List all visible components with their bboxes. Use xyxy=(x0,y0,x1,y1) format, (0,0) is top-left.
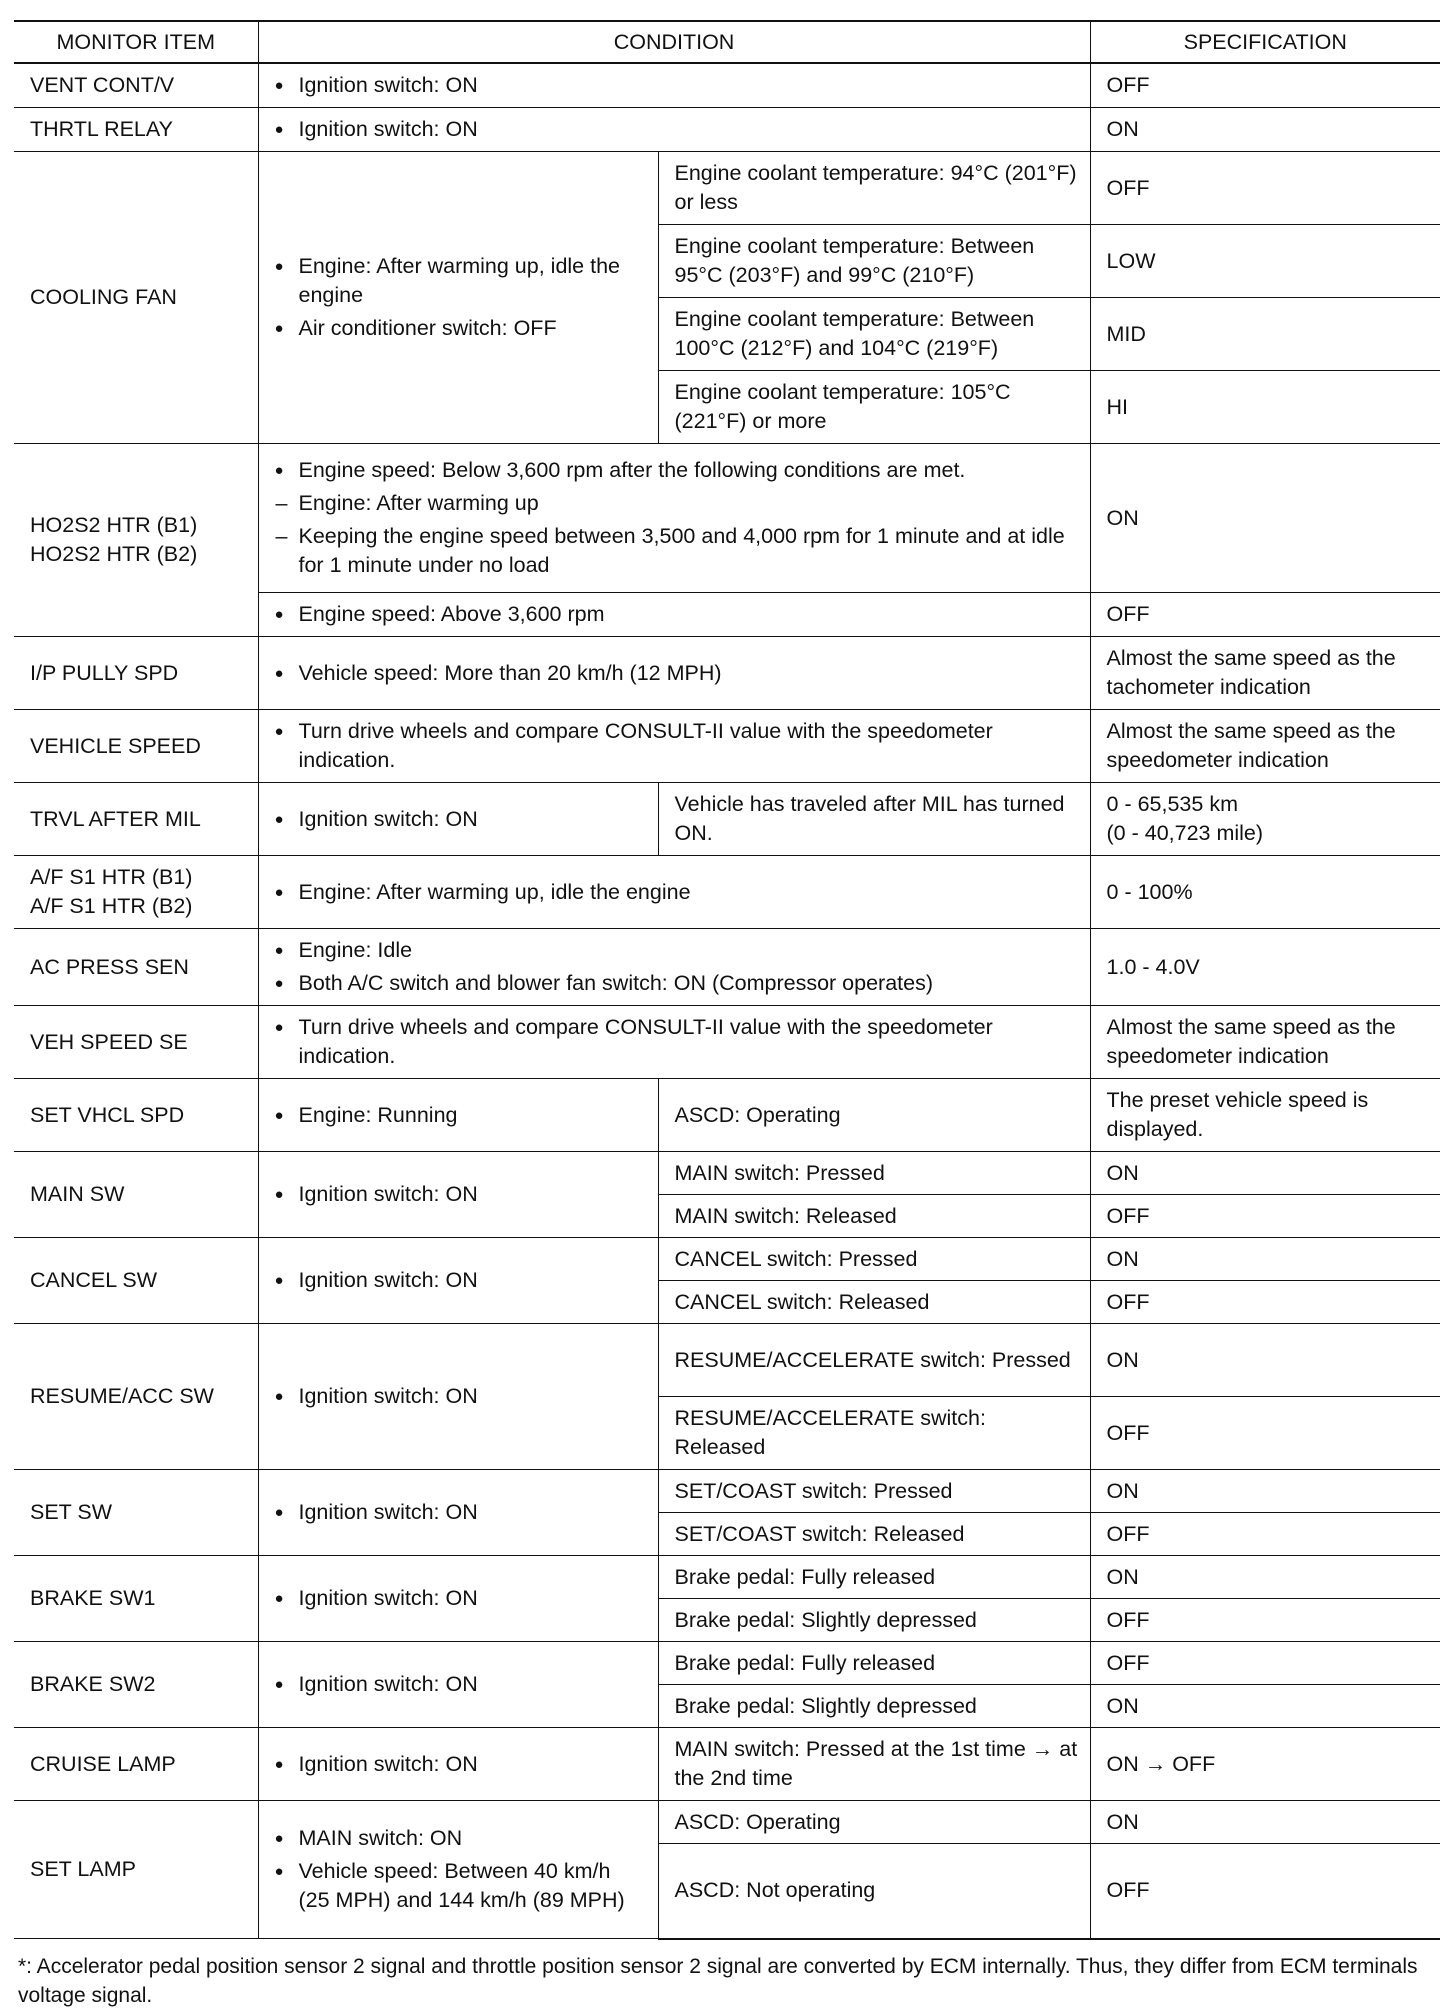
dash-text: – Keeping the engine speed between 3,500 and 4,000 rpm for 1 minute and at idle for 1 minute under no load xyxy=(275,522,1078,580)
sub-condition-cell: ASCD: Not operating xyxy=(658,1844,1090,1939)
table-row xyxy=(14,1470,1440,1513)
sub-condition-cell: Brake pedal: Fully released xyxy=(658,1556,1090,1599)
table-row xyxy=(14,783,1440,856)
spec-cell: Almost the same speed as the tachometer indication xyxy=(1090,637,1440,710)
condition-cell xyxy=(258,929,1090,1006)
table-row xyxy=(14,1642,1440,1685)
bullet-text: ● Turn drive wheels and compare CONSULT-II value with the speedometer indication. xyxy=(275,717,1078,775)
spec-cell: ON xyxy=(1090,1238,1440,1281)
condition-cell xyxy=(258,1556,658,1642)
condition-cell xyxy=(258,1470,658,1556)
bullet-text: ● Ignition switch: ON xyxy=(275,1498,646,1527)
bullet-text: ● Ignition switch: ON xyxy=(275,1584,646,1613)
monitor-item: SET LAMP xyxy=(14,1801,258,1939)
table-row xyxy=(14,444,1440,593)
bullet-text: ● Engine: Running xyxy=(275,1101,646,1130)
table-row xyxy=(14,63,1440,108)
sub-condition-cell: Engine coolant temperature: 105°C (221°F) or more xyxy=(658,371,1090,444)
monitor-item: VEHICLE SPEED xyxy=(14,710,258,783)
bullet-text: ● MAIN switch: ON xyxy=(275,1824,646,1853)
condition-cell xyxy=(258,856,1090,929)
bullet-text: ● Ignition switch: ON xyxy=(275,1382,646,1411)
spec-cell: OFF xyxy=(1090,1195,1440,1238)
monitor-item: MAIN SW xyxy=(14,1152,258,1238)
condition-cell xyxy=(258,108,1090,152)
condition-cell xyxy=(258,1152,658,1238)
sub-condition-cell: SET/COAST switch: Pressed xyxy=(658,1470,1090,1513)
bullet-text: ● Ignition switch: ON xyxy=(275,1180,646,1209)
bullet-text: ● Both A/C switch and blower fan switch: ON (Compressor operates) xyxy=(275,969,1078,998)
bullet-text: ● Ignition switch: ON xyxy=(275,115,1078,144)
sub-condition-cell: CANCEL switch: Released xyxy=(658,1281,1090,1324)
table-row xyxy=(14,929,1440,1006)
sub-condition-cell: Engine coolant temperature: 94°C (201°F) or less xyxy=(658,152,1090,225)
monitor-item: THRTL RELAY xyxy=(14,108,258,152)
sub-condition-cell: MAIN switch: Released xyxy=(658,1195,1090,1238)
spec-cell: ON xyxy=(1090,1470,1440,1513)
monitor-item: VEH SPEED SE xyxy=(14,1006,258,1079)
table-row xyxy=(14,1006,1440,1079)
sub-condition-cell: RESUME/ACCELERATE switch: Released xyxy=(658,1397,1090,1470)
footnote: *: Accelerator pedal position sensor 2 signal and throttle position sensor 2 signal are converted by ECM internally. Thus, they differ from ECM terminals voltage signal. xyxy=(18,1954,1418,2007)
condition-cell xyxy=(258,1079,658,1152)
spec-cell: OFF xyxy=(1090,593,1440,637)
spec-cell: ON → OFF xyxy=(1090,1728,1440,1801)
bullet-text: ● Air conditioner switch: OFF xyxy=(275,314,646,343)
bullet-text: ● Engine: After warming up, idle the engine xyxy=(275,878,1078,907)
table-header-row xyxy=(14,21,1440,63)
monitor-item-line: A/F S1 HTR (B2) xyxy=(30,894,193,918)
table-row xyxy=(14,1238,1440,1281)
spec-cell: OFF xyxy=(1090,1513,1440,1556)
bullet-text: ● Vehicle speed: More than 20 km/h (12 MPH) xyxy=(275,659,1078,688)
table-row xyxy=(14,856,1440,929)
table-row xyxy=(14,1324,1440,1397)
table-row xyxy=(14,1079,1440,1152)
spec-cell: ON xyxy=(1090,1152,1440,1195)
monitor-item xyxy=(14,444,258,637)
sub-condition-cell: MAIN switch: Pressed at the 1st time → at the 2nd time xyxy=(658,1728,1090,1801)
spec-cell: ON xyxy=(1090,1324,1440,1397)
spec-cell: 0 - 100% xyxy=(1090,856,1440,929)
spec-cell: MID xyxy=(1090,298,1440,371)
spec-cell: HI xyxy=(1090,371,1440,444)
bullet-text: ● Engine speed: Below 3,600 rpm after the following conditions are met. xyxy=(275,456,1078,485)
spec-cell: OFF xyxy=(1090,1642,1440,1685)
header-specification: SPECIFICATION xyxy=(1090,21,1440,63)
monitor-item: I/P PULLY SPD xyxy=(14,637,258,710)
condition-cell xyxy=(258,1642,658,1728)
table-row xyxy=(14,710,1440,783)
monitor-item: TRVL AFTER MIL xyxy=(14,783,258,856)
condition-cell xyxy=(258,783,658,856)
sub-condition-cell: ASCD: Operating xyxy=(658,1801,1090,1844)
sub-condition-cell: CANCEL switch: Pressed xyxy=(658,1238,1090,1281)
table-row xyxy=(14,1556,1440,1599)
sub-condition-cell: Brake pedal: Slightly depressed xyxy=(658,1599,1090,1642)
spec-cell: Almost the same speed as the speedometer indication xyxy=(1090,1006,1440,1079)
spec-cell: OFF xyxy=(1090,1844,1440,1939)
bullet-text: ● Engine: Idle xyxy=(275,936,1078,965)
sub-condition-cell: RESUME/ACCELERATE switch: Pressed xyxy=(658,1324,1090,1397)
bullet-text: ● Engine: After warming up, idle the engine xyxy=(275,252,646,310)
spec-cell: 1.0 - 4.0V xyxy=(1090,929,1440,1006)
monitor-item: COOLING FAN xyxy=(14,152,258,444)
bullet-text: ● Turn drive wheels and compare CONSULT-II value with the speedometer indication. xyxy=(275,1013,1078,1071)
monitor-item: SET SW xyxy=(14,1470,258,1556)
monitor-item: SET VHCL SPD xyxy=(14,1079,258,1152)
bullet-text: ● Engine speed: Above 3,600 rpm xyxy=(275,600,1078,629)
sub-condition-cell: Brake pedal: Slightly depressed xyxy=(658,1685,1090,1728)
monitor-item xyxy=(14,856,258,929)
spec-line: 0 - 65,535 km xyxy=(1106,792,1238,816)
table-row xyxy=(14,1801,1440,1844)
monitor-item: BRAKE SW1 xyxy=(14,1556,258,1642)
header-condition: CONDITION xyxy=(258,21,1090,63)
table-row xyxy=(14,1152,1440,1195)
spec-cell: LOW xyxy=(1090,225,1440,298)
monitor-item: RESUME/ACC SW xyxy=(14,1324,258,1470)
table-row xyxy=(14,152,1440,225)
monitor-item: AC PRESS SEN xyxy=(14,929,258,1006)
condition-cell xyxy=(258,1006,1090,1079)
table-row xyxy=(14,1728,1440,1801)
spec-cell: OFF xyxy=(1090,152,1440,225)
spec-cell: OFF xyxy=(1090,63,1440,108)
bullet-text: ● Vehicle speed: Between 40 km/h (25 MPH) and 144 km/h (89 MPH) xyxy=(275,1857,646,1915)
spec-cell: OFF xyxy=(1090,1599,1440,1642)
spec-cell: OFF xyxy=(1090,1281,1440,1324)
condition-cell xyxy=(258,710,1090,783)
header-monitor-item: MONITOR ITEM xyxy=(14,21,258,63)
spec-cell: ON xyxy=(1090,108,1440,152)
monitor-item: BRAKE SW2 xyxy=(14,1642,258,1728)
condition-cell xyxy=(258,1238,658,1324)
condition-cell xyxy=(258,637,1090,710)
condition-cell xyxy=(258,152,658,444)
sub-condition-cell: Engine coolant temperature: Between 100°C (212°F) and 104°C (219°F) xyxy=(658,298,1090,371)
spec-cell: Almost the same speed as the speedometer indication xyxy=(1090,710,1440,783)
bullet-text: ● Ignition switch: ON xyxy=(275,1266,646,1295)
table-row xyxy=(14,637,1440,710)
monitor-spec-table xyxy=(14,20,1440,1940)
sub-condition-cell: Vehicle has traveled after MIL has turned ON. xyxy=(658,783,1090,856)
monitor-item: CRUISE LAMP xyxy=(14,1728,258,1801)
monitor-item-line: HO2S2 HTR (B1) xyxy=(30,513,198,537)
spec-cell: ON xyxy=(1090,444,1440,593)
spec-cell: OFF xyxy=(1090,1397,1440,1470)
dash-text: – Engine: After warming up xyxy=(275,489,1078,518)
sub-condition-cell: Engine coolant temperature: Between 95°C (203°F) and 99°C (210°F) xyxy=(658,225,1090,298)
sub-condition-cell: SET/COAST switch: Released xyxy=(658,1513,1090,1556)
bullet-text: ● Ignition switch: ON xyxy=(275,1750,646,1779)
condition-cell xyxy=(258,1728,658,1801)
condition-cell xyxy=(258,1801,658,1939)
condition-cell xyxy=(258,1324,658,1470)
table-row xyxy=(14,108,1440,152)
condition-cell xyxy=(258,444,1090,593)
spec-cell: ON xyxy=(1090,1685,1440,1728)
condition-cell xyxy=(258,593,1090,637)
bullet-text: ● Ignition switch: ON xyxy=(275,1670,646,1699)
monitor-item: CANCEL SW xyxy=(14,1238,258,1324)
spec-cell xyxy=(1090,783,1440,856)
sub-condition-cell: MAIN switch: Pressed xyxy=(658,1152,1090,1195)
sub-condition-cell: Brake pedal: Fully released xyxy=(658,1642,1090,1685)
monitor-item-line: HO2S2 HTR (B2) xyxy=(30,542,198,566)
monitor-item: VENT CONT/V xyxy=(14,63,258,108)
sub-condition-cell: ASCD: Operating xyxy=(658,1079,1090,1152)
bullet-text: ● Ignition switch: ON xyxy=(275,805,646,834)
condition-cell xyxy=(258,63,1090,108)
spec-cell: The preset vehicle speed is displayed. xyxy=(1090,1079,1440,1152)
monitor-item-line: A/F S1 HTR (B1) xyxy=(30,865,193,889)
spec-sheet xyxy=(14,20,1442,2010)
spec-cell: ON xyxy=(1090,1801,1440,1844)
bullet-text: ● Ignition switch: ON xyxy=(275,71,1078,100)
spec-line: (0 - 40,723 mile) xyxy=(1106,821,1264,845)
spec-cell: ON xyxy=(1090,1556,1440,1599)
